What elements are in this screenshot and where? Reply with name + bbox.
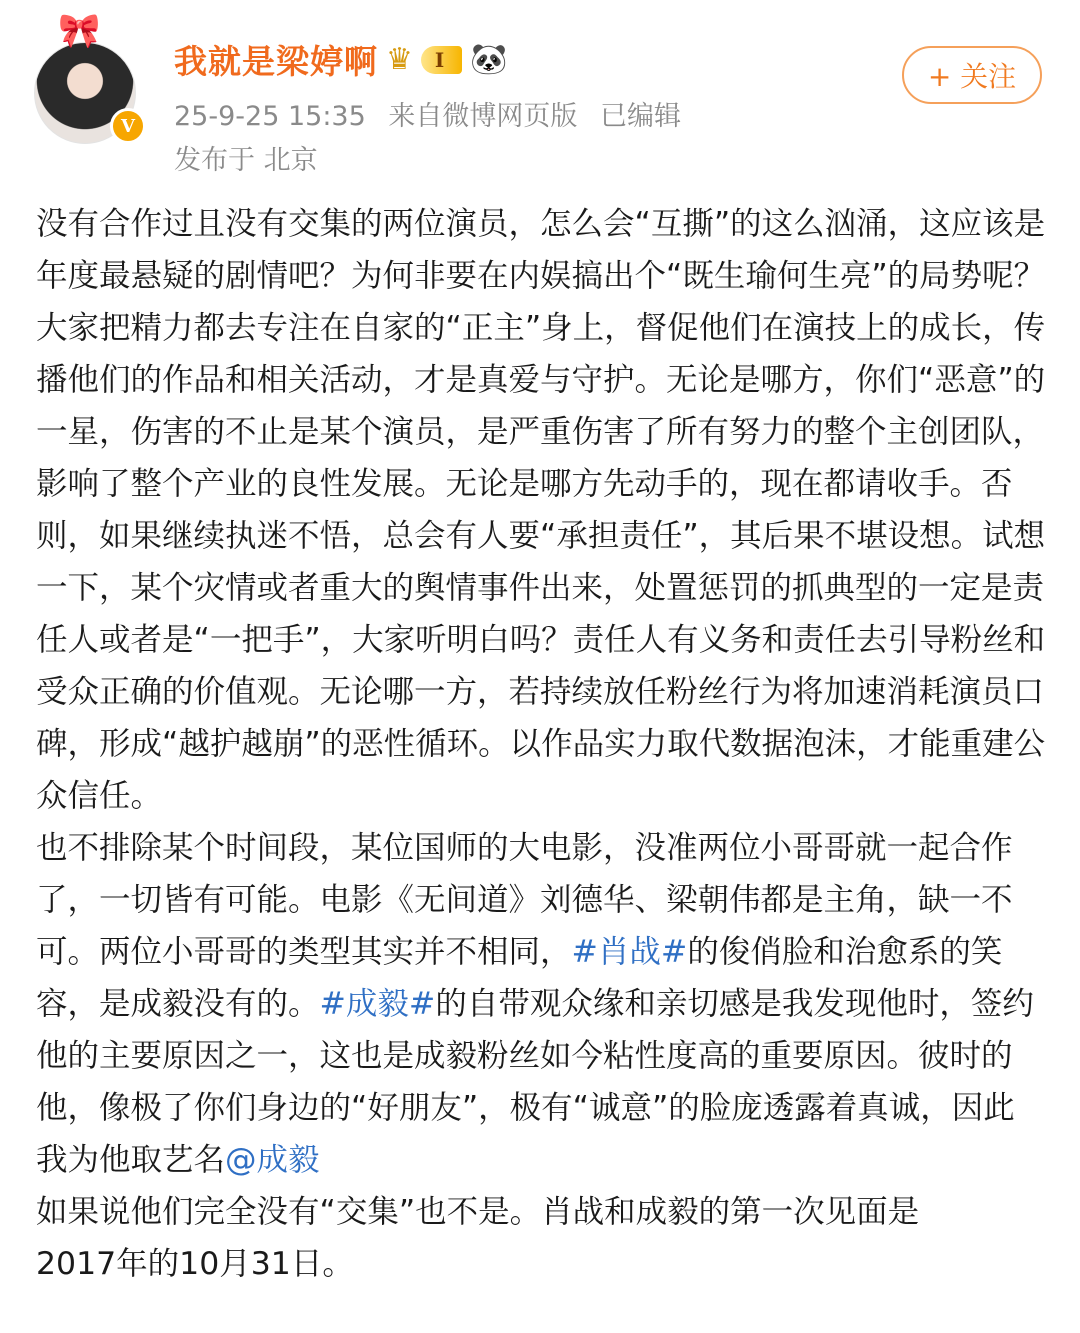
user-name-row [174,36,508,83]
verified-badge: V [110,108,146,144]
post-datetime: 25-9-25 15:35 [174,101,366,132]
paragraph-4: 如果说他们完全没有“交集”也不是。肖战和成毅的第一次见面是 [36,1194,920,1230]
paragraph-5: 2017年的10月31日。 [36,1246,354,1282]
hashtag-chengyi[interactable]: #成毅# [319,986,436,1022]
follow-button[interactable]: + 关注 [902,46,1042,104]
paragraph-2 [36,822,1046,1186]
crown-icon: ♛ [386,42,413,77]
paragraph-3a-text: 的俊俏脸和治愈系的笑容，是成毅没有的。 [36,934,1003,1022]
paragraph-1: 没有合作过且没有交集的两位演员，怎么会“互撕”的这么汹涌，这应该是年度最悬疑的剧情吧？为何非要在内娱搞出个“既生瑜何生亮”的局势呢？大家把精力都去专注在自家的“正主”身上，督促他们在演技上的成长，传播他们的作品和相关活动，才是真爱与守护。无论是哪方，你们“恶意”的一星，伤害的不止是某个演员，是严重伤害了所有努力的整个主创团队，影响了整个产业的良性发展。无论是哪方先动手的，现在都请收手。否则，如果继续执迷不悟，总会有人要“承担责任”，其后果不堪设想。试想一下，某个灾情或者重大的舆情事件出来，处置惩罚的抓典型的一定是责任人或者是“一把手”，大家听明白吗？责任人有义务和责任去引导粉丝和受众正确的价值观。无论哪一方，若持续放任粉丝行为将加速消耗演员口碑，形成“越护越崩”的恶性循环。以作品实力取代数据泡沫，才能重建公众信任。 [36,206,1046,814]
hashtag-xiaozhan[interactable]: #肖战# [571,934,688,970]
post-meta [174,94,695,133]
bow-icon: 🎀 [58,11,101,51]
edited-label[interactable]: 已编辑 [599,101,681,132]
avatar-container[interactable] [30,11,150,138]
post-location: 发布于 北京 [174,145,318,176]
post-source: 来自微博网页版 [388,101,578,132]
user-name[interactable]: 我就是梁婷啊 [174,42,378,81]
post-content [36,198,1046,1290]
post-header [0,0,1080,190]
paragraph-2-text: 也不排除某个时间段，某位国师的大电影，没准两位小哥哥就一起合作了，一切皆有可能。电影《无间道》刘德华、梁朝伟都是主角，缺一不可。两位小哥哥的类型其实并不相同， [36,830,1013,970]
panda-icon: 🐼 [470,42,508,77]
paragraph-3b-text: 的自带观众缘和亲切感是我发现他时，签约他的主要原因之一，这也是成毅粉丝如今粘性度高的重要原因。彼时的他，像极了你们身边的“好朋友”，极有“诚意”的脸庞透露着真诚，因此我为他取艺名 [36,986,1034,1178]
level-badge: I [421,46,462,74]
mention-chengyi[interactable]: @成毅 [225,1142,320,1178]
